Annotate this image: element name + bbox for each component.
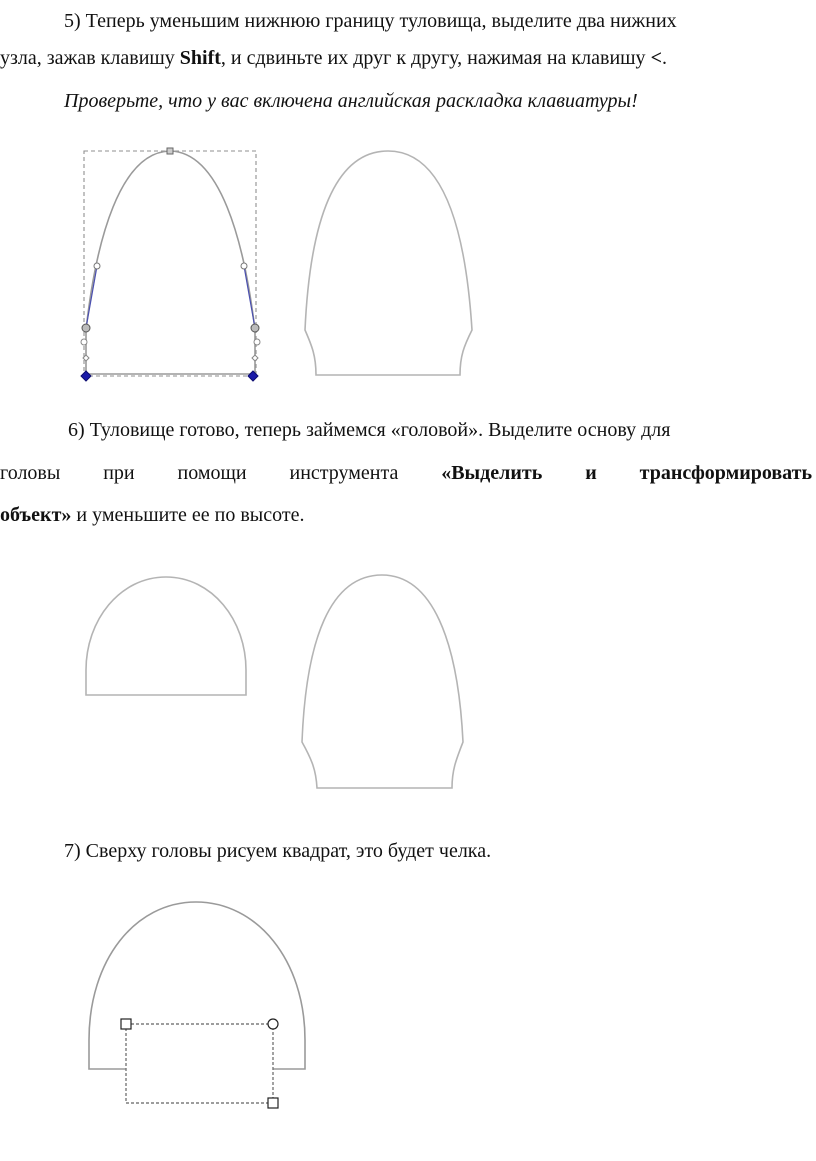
step5-line2-mid: , и сдвиньте их друг к другу, нажимая на клавишу: [220, 47, 651, 69]
step6-word-2: при: [103, 462, 135, 484]
step5-line2-pre: узла, зажав клавишу: [0, 47, 180, 69]
resize-handle-bottom-right[interactable]: [268, 1098, 278, 1108]
body-outline-step6: [302, 575, 463, 788]
head-bottom-mask: [127, 1066, 272, 1072]
right-bezier-handle: [244, 266, 255, 328]
step6-line1: [0, 418, 748, 442]
step6-tool-word-3: трансформировать: [639, 462, 813, 484]
step6-word-4: инструмента: [289, 462, 399, 484]
figure-head-with-square: [0, 895, 816, 1125]
head-base-outline: [86, 577, 246, 695]
shift-key-label: Shift: [179, 47, 221, 69]
step7-line1-text: 7) Сверху головы рисуем квадрат, это будет челка.: [64, 840, 492, 862]
step5-line2-end: .: [661, 47, 667, 69]
step6-line1-text: 6) Туловище готово, теперь займемся «головой». Выделите основу для: [68, 419, 671, 441]
body-outline-selected: [86, 151, 255, 374]
step5-note-text: Проверьте, что у вас включена английская раскладка клавиатуры!: [64, 90, 638, 112]
step6-word-3: помощи: [177, 462, 247, 484]
left-bezier-handle: [86, 266, 97, 328]
step5-line2: [0, 46, 816, 70]
body-outline-result: [305, 151, 472, 375]
right-small-node-1[interactable]: [254, 339, 260, 345]
step7-line1: [0, 839, 816, 863]
selection-bbox: [84, 151, 256, 376]
step6-tool-word-2: и: [585, 462, 597, 484]
less-than-key-label: <: [650, 47, 662, 69]
corner-round-handle[interactable]: [268, 1019, 278, 1029]
left-handle-end[interactable]: [94, 263, 100, 269]
step6-tool-word-4: объект»: [0, 504, 72, 526]
step6-line2: [0, 461, 812, 485]
step6-word-1: головы: [0, 462, 61, 484]
selected-bottom-left-node[interactable]: [81, 371, 91, 381]
step6-line3: [0, 503, 816, 527]
right-small-node-2[interactable]: [252, 355, 258, 361]
right-handle-end[interactable]: [241, 263, 247, 269]
step6-tool-word-1: «Выделить: [441, 462, 543, 484]
step5-note: [0, 89, 816, 113]
resize-handle-top-left[interactable]: [121, 1019, 131, 1029]
left-side-node[interactable]: [82, 324, 90, 332]
left-small-node-1[interactable]: [81, 339, 87, 345]
figure-head-base: [0, 565, 816, 795]
figure-body-editing: [0, 140, 816, 390]
right-side-node[interactable]: [251, 324, 259, 332]
step5-line1: [0, 9, 752, 33]
top-node[interactable]: [167, 148, 173, 154]
step5-line1-text: 5) Теперь уменьшим нижнюю границу туловища, выделите два нижних: [64, 10, 677, 32]
step6-line3-rest: и уменьшите ее по высоте.: [71, 504, 305, 526]
bangs-square[interactable]: [126, 1024, 273, 1103]
